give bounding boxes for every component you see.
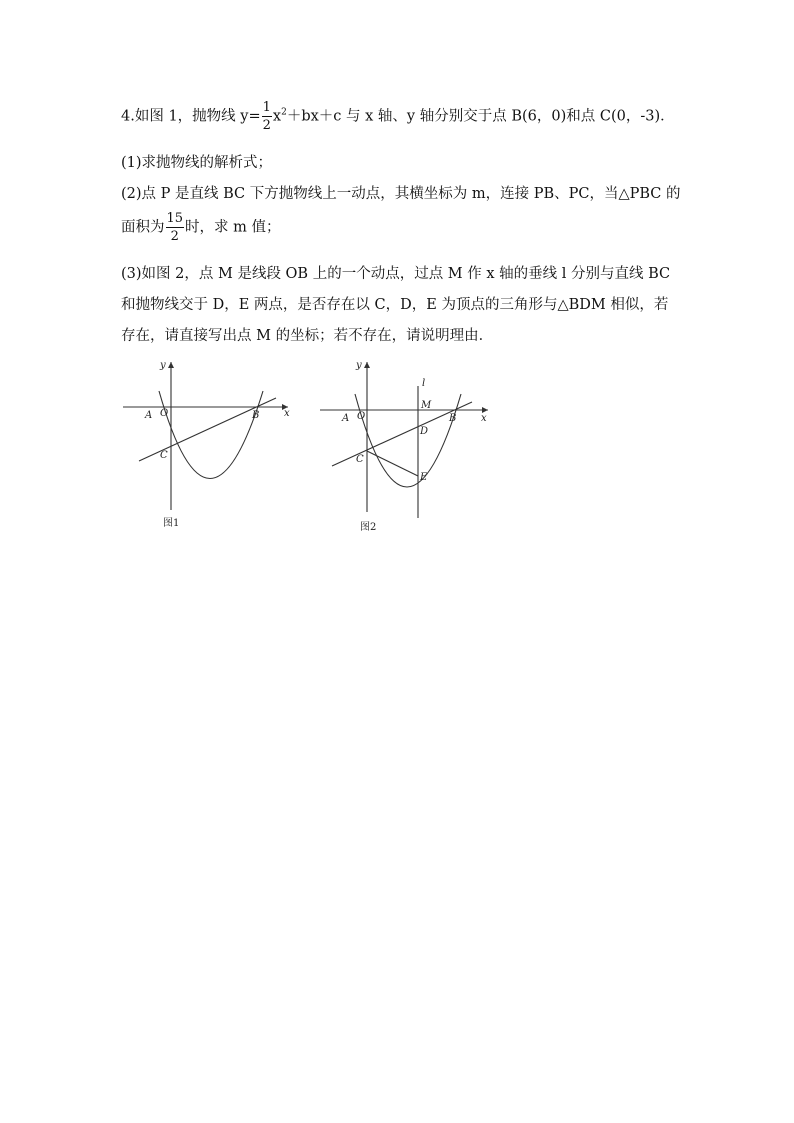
part-2-line-2 [121,212,281,243]
area-fraction [166,212,185,243]
label-o: O [357,411,366,422]
y-axis-arrow [168,362,174,368]
figure-2 [315,350,500,540]
label-y: y [160,360,166,371]
part-2-line-1: (2)点 P 是直线 BC 下方抛物线上一动点，其横坐标为 m，连接 PB、PC，当△PBC 的 [121,186,681,202]
label-x: x [481,413,487,424]
line-bc [332,402,472,466]
stem-x: x [272,108,282,125]
parabola [355,394,461,487]
label-b: B [252,410,260,421]
label-o: O [160,408,169,419]
stem-suffix: ＋bx＋c 与 x 轴、y 轴分别交于点 B(6，0)和点 C(0，-3)． [286,108,675,125]
segment-ce [367,451,418,476]
figure-1-caption: 图1 [163,518,180,529]
label-e: E [420,472,428,483]
stem-exponent: 2 [281,107,287,118]
coef-denominator: 2 [262,118,271,133]
part-3-line-2: 和抛物线交于 D，E 两点，是否存在以 C，D，E 为顶点的三角形与△BDM 相似，若 [121,297,669,313]
label-m: M [421,400,432,411]
label-c: C [356,454,364,465]
label-l: l [422,378,426,389]
part-2-prefix: 面积为 [121,219,165,236]
part-3-line-3: 存在，请直接写出点 M 的坐标；若不存在，请说明理由． [121,328,494,344]
coefficient-fraction [262,101,272,132]
parabola [159,391,263,479]
question-stem [121,101,675,132]
label-a: A [145,410,153,421]
label-d: D [420,426,429,437]
label-x: x [284,408,290,419]
figure-2-caption: 图2 [360,522,377,533]
label-c: C [160,450,168,461]
y-axis-arrow [364,362,370,368]
part-2-suffix: 时，求 m 值； [185,219,281,236]
label-a: A [342,413,350,424]
figure-1 [115,350,305,535]
coef-numerator: 1 [262,100,271,115]
area-numerator: 15 [166,211,184,226]
area-denominator: 2 [170,229,179,244]
part-3-line-1: (3)如图 2，点 M 是线段 OB 上的一个动点，过点 M 作 x 轴的垂线 l 分别与直线 BC [121,266,671,282]
stem-prefix: 4.如图 1，抛物线 y= [121,108,261,125]
label-b: B [449,413,457,424]
label-y: y [356,360,362,371]
part-1-text: (1)求抛物线的解析式； [121,155,273,171]
